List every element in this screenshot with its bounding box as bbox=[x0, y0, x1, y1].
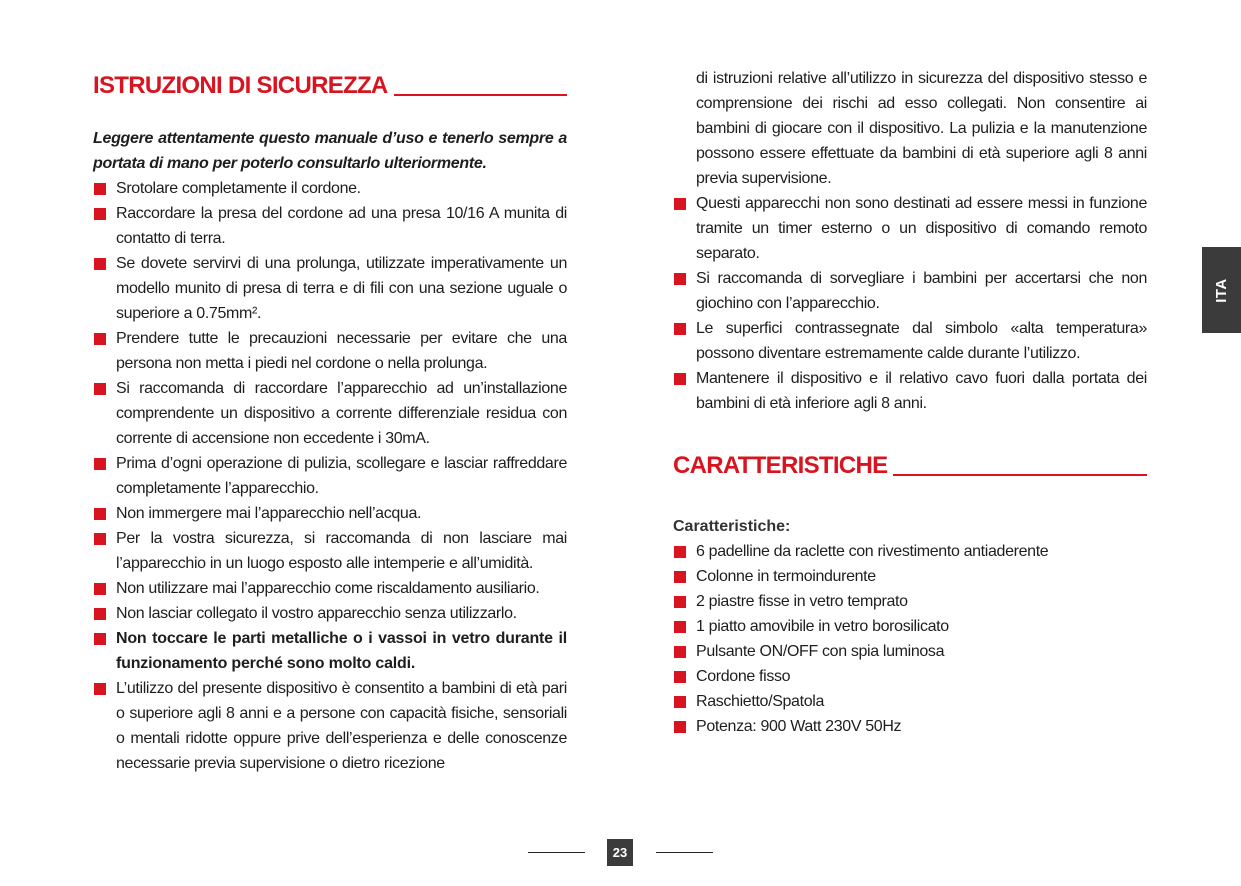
list-item-text: Prima d’ogni operazione di pulizia, scollegare e lasciar raffreddare completamente l’apparecchio. bbox=[116, 455, 567, 497]
safety-heading bbox=[93, 66, 567, 100]
list-item-text: Mantenere il dispositivo e il relativo cavo fuori dalla portata dei bambini di età inferiore agli 8 anni. bbox=[696, 370, 1147, 412]
heading-rule bbox=[893, 474, 1147, 476]
list-item-text: Raschietto/Spatola bbox=[696, 693, 825, 710]
list-item bbox=[673, 639, 1147, 664]
list-item bbox=[673, 689, 1147, 714]
bullet-square-icon bbox=[94, 383, 106, 395]
intro-text: Leggere attentamente questo manuale d’uso e tenerlo sempre a portata di mano per poterlo consultarlo ulteriormente. bbox=[93, 130, 567, 172]
list-item-text: Non immergere mai l’apparecchio nell’acqua. bbox=[116, 505, 422, 522]
list-item-text: 2 piastre fisse in vetro temprato bbox=[696, 593, 908, 610]
list-item-text: Raccordare la presa del cordone ad una presa 10/16 A munita di contatto di terra. bbox=[116, 205, 567, 247]
list-item bbox=[93, 376, 567, 451]
bullet-square-icon bbox=[94, 458, 106, 470]
bullet-square-icon bbox=[94, 258, 106, 270]
list-item-text: Pulsante ON/OFF con spia luminosa bbox=[696, 643, 945, 660]
list-item-text: 6 padelline da raclette con rivestimento antiaderente bbox=[696, 543, 1049, 560]
list-item-text: Le superfici contrassegnate dal simbolo «alta temperatura» possono diventare estremamente calde durante l’utilizzo. bbox=[696, 320, 1147, 362]
bullet-square-icon bbox=[94, 508, 106, 520]
bullet-square-icon bbox=[674, 671, 686, 683]
list-item bbox=[673, 539, 1147, 564]
bullet-square-icon bbox=[674, 696, 686, 708]
list-item-text: Non toccare le parti metalliche o i vassoi in vetro durante il funzionamento perché sono molto caldi. bbox=[116, 630, 567, 672]
list-item bbox=[93, 501, 567, 526]
list-item bbox=[673, 589, 1147, 614]
list-item-text: L’utilizzo del presente dispositivo è consentito a bambini di età pari o superiore agli 8 anni e a persone con capacità fisiche, sensoriali o mentali ridotte oppure prive dell’esperienza e delle conoscenze necessarie previa supervisione o dietro ricezione bbox=[116, 680, 567, 772]
bullet-square-icon bbox=[94, 533, 106, 545]
right-column bbox=[673, 66, 1147, 739]
features-title: CARATTERISTICHE bbox=[673, 452, 888, 479]
bullet-square-icon bbox=[674, 546, 686, 558]
list-item-text: 1 piatto amovibile in vetro borosilicato bbox=[696, 618, 949, 635]
list-item-text: Si raccomanda di raccordare l’apparecchio ad un’installazione comprendente un dispositivo a corrente differenziale residua con corrente di accensione non eccedente i 30mA. bbox=[116, 380, 567, 447]
list-item-text: Non lasciar collegato il vostro apparecchio senza utilizzarlo. bbox=[116, 605, 517, 622]
bullet-square-icon bbox=[94, 583, 106, 595]
list-item-text: Se dovete servirvi di una prolunga, utilizzate imperativamente un modello munito di presa di terra e di fili con una sezione uguale o superiore a 0.75mm². bbox=[116, 255, 567, 322]
safety-title: ISTRUZIONI DI SICUREZZA bbox=[93, 72, 388, 99]
list-item bbox=[673, 664, 1147, 689]
list-item bbox=[93, 176, 567, 201]
list-item-text: Colonne in termoindurente bbox=[696, 568, 876, 585]
list-item bbox=[93, 676, 567, 776]
bullet-square-icon bbox=[94, 633, 106, 645]
bullet-square-icon bbox=[94, 183, 106, 195]
bullet-square-icon bbox=[674, 571, 686, 583]
list-item bbox=[673, 191, 1147, 266]
bullet-square-icon bbox=[94, 608, 106, 620]
list-item bbox=[93, 576, 567, 601]
list-item bbox=[673, 316, 1147, 366]
list-item-continuation: di istruzioni relative all’utilizzo in sicurezza del dispositivo stesso e comprensione dei rischi ad esso collegati. Non consentire ai bambini di giocare con il dispositivo. La pulizia e la manutenzione possono essere effettuate da bambini di età superiore agli 8 anni previa supervisione. bbox=[696, 70, 1147, 187]
list-item bbox=[93, 526, 567, 576]
list-item-text: Questi apparecchi non sono destinati ad essere messi in funzione tramite un timer esterno o un dispositivo di comando remoto separato. bbox=[696, 195, 1147, 262]
list-item bbox=[673, 366, 1147, 416]
list-item-text: Si raccomanda di sorvegliare i bambini per accertarsi che non giochino con l’apparecchio. bbox=[696, 270, 1147, 312]
bullet-square-icon bbox=[94, 333, 106, 345]
bullet-square-icon bbox=[674, 596, 686, 608]
features-heading bbox=[673, 446, 1147, 480]
bullet-square-icon bbox=[674, 198, 686, 210]
footer-rule-right bbox=[656, 852, 713, 853]
features-subtitle: Caratteristiche: bbox=[673, 518, 791, 535]
page-number: 23 bbox=[607, 839, 633, 866]
left-column bbox=[93, 66, 567, 776]
list-item bbox=[93, 601, 567, 626]
list-item bbox=[93, 451, 567, 501]
bullet-square-icon bbox=[674, 721, 686, 733]
heading-rule bbox=[394, 94, 567, 96]
list-item-text: Srotolare completamente il cordone. bbox=[116, 180, 361, 197]
list-item bbox=[93, 201, 567, 251]
bullet-square-icon bbox=[94, 683, 106, 695]
list-item bbox=[673, 614, 1147, 639]
list-item bbox=[673, 564, 1147, 589]
footer-rule-left bbox=[528, 852, 585, 853]
safety-list bbox=[93, 176, 567, 776]
list-item bbox=[93, 251, 567, 326]
bullet-square-icon bbox=[674, 373, 686, 385]
list-item bbox=[93, 626, 567, 676]
list-item-text: Potenza: 900 Watt 230V 50Hz bbox=[696, 718, 902, 735]
language-tab-label: ITA bbox=[1213, 277, 1230, 303]
list-item-text: Non utilizzare mai l’apparecchio come riscaldamento ausiliario. bbox=[116, 580, 540, 597]
bullet-square-icon bbox=[674, 323, 686, 335]
bullet-square-icon bbox=[674, 273, 686, 285]
list-item-text: Prendere tutte le precauzioni necessarie per evitare che una persona non metta i piedi nel cordone o nella prolunga. bbox=[116, 330, 567, 372]
bullet-square-icon bbox=[674, 646, 686, 658]
list-item-text: Cordone fisso bbox=[696, 668, 791, 685]
features-list bbox=[673, 539, 1147, 739]
list-item bbox=[673, 266, 1147, 316]
list-item-text: Per la vostra sicurezza, si raccomanda di non lasciare mai l’apparecchio in un luogo esposto alle intemperie e all’umidità. bbox=[116, 530, 567, 572]
bullet-square-icon bbox=[674, 621, 686, 633]
language-tab bbox=[1202, 247, 1241, 333]
safety-list-continued bbox=[673, 66, 1147, 416]
bullet-square-icon bbox=[94, 208, 106, 220]
list-item bbox=[673, 714, 1147, 739]
list-item bbox=[93, 326, 567, 376]
